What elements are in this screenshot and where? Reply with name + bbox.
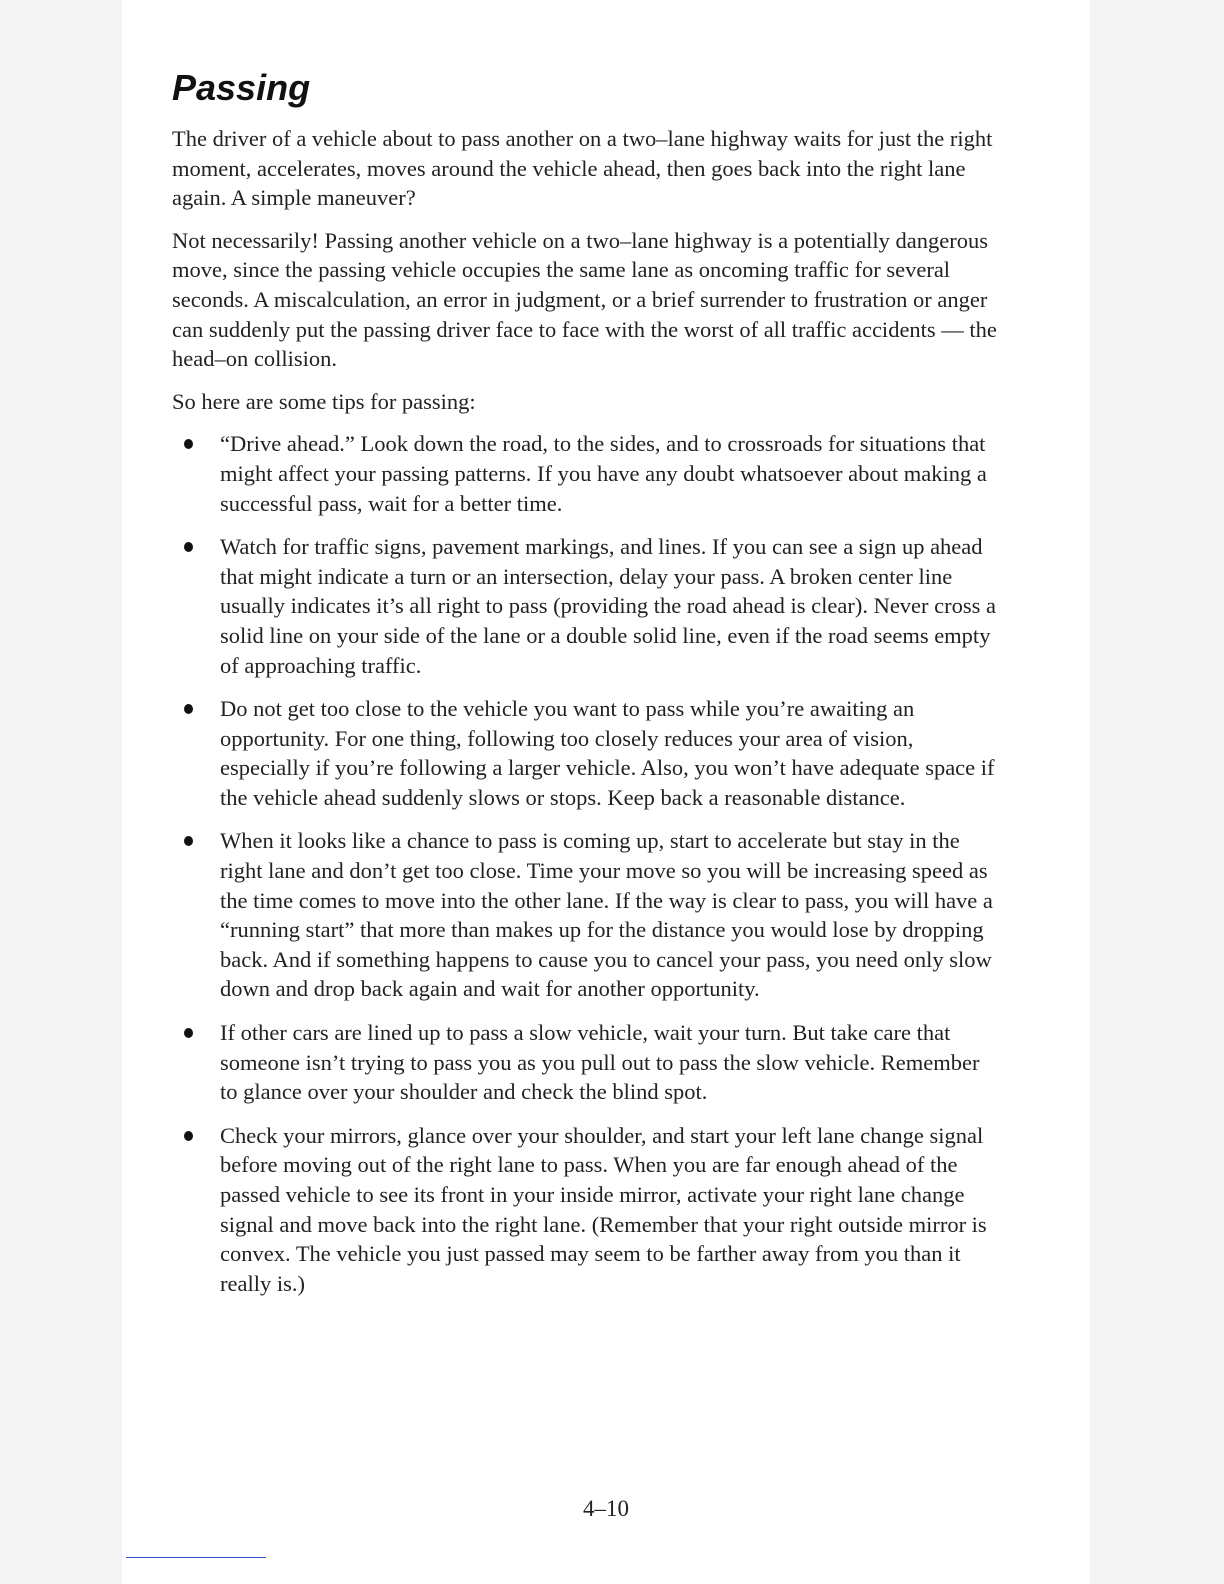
tip-item [172, 694, 1002, 812]
bullet-icon [184, 1131, 193, 1141]
tip-item [172, 1121, 1002, 1299]
tip-item [172, 532, 1002, 680]
bullet-icon [184, 836, 193, 846]
intro-paragraph: The driver of a vehicle about to pass another on a two–lane highway waits for just the right moment, accelerates, moves around the vehicle ahead, then goes back into the right lane again. A simple maneuver? [172, 126, 993, 211]
section-title: Passing [172, 67, 311, 108]
manual-page [122, 0, 1090, 1584]
footer-divider [126, 1557, 266, 1558]
tip-text: If other cars are lined up to pass a slow vehicle, wait your turn. But take care that someone isn’t trying to pass you as you pull out to pass the slow vehicle. Remember to glance over your shoulder and check the blind spot. [220, 1020, 980, 1105]
page-content [172, 66, 1002, 1312]
tip-item [172, 826, 1002, 1004]
tip-text: Watch for traffic signs, pavement markings, and lines. If you can see a sign up ahead that might indicate a turn or an intersection, delay your pass. A broken center line usually indicates it’s all right to pass (providing the road ahead is clear). Never cross a solid line on your side of the lane or a double solid line, even if the road seems empty of approaching traffic. [220, 534, 997, 678]
tip-text: When it looks like a chance to pass is coming up, start to accelerate but stay in the right lane and don’t get too close. Time your move so you will be increasing speed as the time comes to move into the other lane. If the way is clear to pass, you will have a “running start” that more than makes up for the distance you would lose by dropping back. And if something happens to cause you to cancel your pass, you need only slow down and drop back again and wait for another opportunity. [220, 828, 993, 1002]
tip-item [172, 1018, 1002, 1107]
tip-item [172, 429, 1002, 518]
tips-list [172, 429, 1002, 1298]
page-number: 4–10 [583, 1496, 629, 1521]
tip-text: “Drive ahead.” Look down the road, to the sides, and to crossroads for situations that might affect your passing patterns. If you have any doubt whatsoever about making a successful pass, wait for a better time. [220, 431, 987, 516]
warning-paragraph: Not necessarily! Passing another vehicle on a two–lane highway is a potentially dangerous move, since the passing vehicle occupies the same lane as oncoming traffic for several seconds. A miscalculation, an error in judgment, or a brief surrender to frustration or anger can suddenly put the passing driver face to face with the worst of all traffic accidents — the head–on collision. [172, 227, 997, 372]
bullet-icon [184, 1028, 193, 1038]
tip-text: Check your mirrors, glance over your shoulder, and start your left lane change signal before moving out of the right lane to pass. When you are far enough ahead of the passed vehicle to see its front in your inside mirror, activate your right lane change signal and move back into the right lane. (Remember that your right outside mirror is convex. The vehicle you just passed may seem to be farther away from you than it really is.) [220, 1122, 987, 1296]
bullet-icon [184, 704, 193, 714]
tips-lead-in: So here are some tips for passing: [172, 388, 476, 414]
bullet-icon [184, 439, 193, 449]
bullet-icon [184, 542, 193, 552]
tip-text: Do not get too close to the vehicle you want to pass while you’re awaiting an opportunity. For one thing, following too closely reduces your area of vision, especially if you’re following a larger vehicle. Also, you won’t have adequate space if the vehicle ahead suddenly slows or stops. Keep back a reasonable distance. [220, 696, 995, 810]
